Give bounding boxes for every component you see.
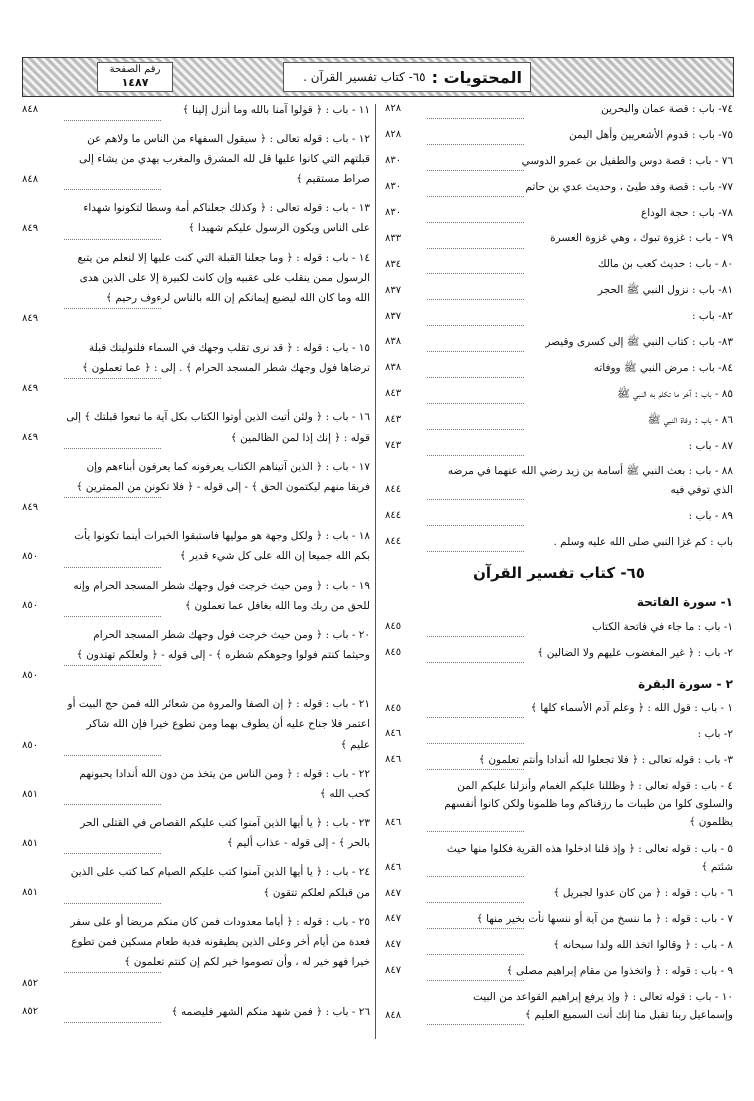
toc-entry[interactable] [22,129,370,199]
dot-leader [427,196,524,197]
toc-entry-title: ٧ - باب : قوله : ﴿ ما ننسخ من آية أو ننسها نأت بخير منها ﴾ [476,913,733,926]
toc-entry-title: ١- باب : ما جاء في فاتحة الكتاب [591,620,733,633]
toc-entry-title: باب : كم غزا النبي صلى الله عليه وسلم . [553,535,733,548]
toc-entry[interactable] [22,338,370,408]
surah-heading: ٢ - سورة البقرة [638,676,733,691]
toc-entry-title: ٨٢- باب : [691,310,733,323]
toc-entry[interactable] [385,411,733,437]
toc-entry-title: ٧٦ - باب : قصة دوس والطفيل بن عمرو الدوسي [521,154,733,167]
dot-leader [427,403,524,404]
toc-entry-title: ٨٧ - باب : [688,439,733,452]
dot-leader [427,273,524,274]
toc-entry-title: ٢- باب : ﴿ غير المغضوب عليهم ولا الضالين ﴾ [537,646,733,659]
toc-entry[interactable] [385,385,733,411]
toc-entry-title: ٨٤- باب : مرض النبي ﷺ ووفاته [593,361,733,374]
toc-entry[interactable] [22,862,370,911]
book-heading: ٦٥- كتاب تفسير القرآن [473,563,645,582]
dot-leader [427,455,524,456]
dot-leader [427,954,524,955]
dot-leader [427,831,524,832]
toc-entry-page: ٨٥٠ [22,670,39,682]
toc-entry-title: ٣- باب : قوله تعالى : ﴿ فلا تجعلوا لله أندادا وأنتم تعلمون ﴾ [478,753,733,766]
toc-entry-title: ١٣ - باب : قوله تعالى : ﴿ وكذلك جعلناكم أمة وسطا لتكونوا شهداء على الناس ويكون الرسول عليكم شهيدا ﴾ [83,202,370,235]
toc-entry[interactable] [385,204,733,230]
dot-leader [64,903,161,904]
toc-entry-title: ٢٤ - باب : ﴿ يا أيها الذين آمنوا كتب عليكم الصيام كما كتب على الذين من قبلكم لعلكم تتقون ﴾ [70,866,370,899]
toc-entry-title: ٨٦ - باب : وفاة النبي ﷺ [647,413,733,426]
dot-leader [427,118,524,119]
dot-leader [64,308,161,309]
toc-entry-page: ٨٥١ [22,788,39,800]
toc-entry[interactable] [385,437,733,463]
toc-entry-title: ١٧ - باب : ﴿ الذين آتيناهم الكتاب يعرفونه كما يعرفون أبناءهم وإن فريقا منهم ليكتمون الحق ﴾ - إلى قوله - ﴿ فلا تكونن من الممترين ﴾ [76,460,370,493]
dot-leader [427,499,524,500]
toc-entry[interactable] [385,533,733,559]
toc-entry-title: ٤ - باب : قوله تعالى : ﴿ وظللنا عليكم الغمام وأنزلنا عليكم المن والسلوى كلوا من طيبات ما رزقناكم وما ظلمونا ولكن كانوا أنفسهم يظلمون ﴾ [444,779,733,829]
toc-entry-page: ٨٤٣ [385,388,402,400]
page-header [22,57,734,97]
toc-entry-page: ٨٣٠ [385,155,402,167]
toc-entry-page: ٨٤٨ [385,1009,402,1021]
toc-entry[interactable] [385,507,733,533]
toc-entry[interactable] [385,359,733,385]
toc-entry[interactable] [385,618,733,644]
toc-entry-page: ٨٤٦ [385,861,402,873]
toc-entry-page: ٨٣٠ [385,206,402,218]
toc-entry[interactable] [385,725,733,751]
dot-leader [427,743,524,744]
dot-leader [427,980,524,981]
toc-entry-page: ٨٣٤ [385,258,402,270]
toc-entry-page: ٨٣٠ [385,181,402,193]
toc-entry-page: ٨٤٤ [385,484,402,496]
toc-entry-title: ٧٤- باب : قصة عمان والبحرين [601,103,733,115]
left-column [22,100,370,1031]
toc-entry-page: ٨٢٨ [385,129,402,141]
toc-entry-page: ٨٤٧ [385,913,402,925]
toc-entry-page: ٨٤٦ [385,728,402,740]
toc-entry[interactable] [22,407,370,456]
toc-entry-title: ٢٦ - باب : ﴿ فمن شهد منكم الشهر فليصمه ﴾ [171,1005,370,1018]
dot-leader [427,928,524,929]
toc-entry[interactable] [385,988,733,1032]
toc-entry[interactable] [385,884,733,910]
toc-entry-title: ٨ - باب : ﴿ وقالوا اتخذ الله ولدا سبحانه ﴾ [553,938,733,951]
dot-leader [64,755,161,756]
toc-entry[interactable] [22,625,370,695]
toc-entry-page: ٨٤٧ [385,887,402,899]
toc-entry-title: ٨٣- باب : كتاب النبي ﷺ إلى كسرى وقيصر [545,336,733,349]
dot-leader [64,189,161,190]
toc-entry-title: ١٤ - باب : قوله : ﴿ وما جعلنا القبلة التي كنت عليها إلا لنعلم من يتبع الرسول ممن ينقلب على عقبيه وإن كانت لكبيرة إلا على الذين هدى الله وما كان الله ليضيع إيمانكم إن الله بالناس لرءوف رحيم ﴾ [77,251,370,304]
dot-leader [64,448,161,449]
toc-entry-page: ٨٢٨ [385,103,402,115]
toc-entry-page: ٨٣٧ [385,310,402,322]
header-title: المحتويات : [431,67,522,87]
toc-entry[interactable] [22,198,370,247]
toc-entry-title: ٢- باب : [697,728,733,741]
toc-entry-title: ٢٥ - باب : قوله : ﴿ أياما معدودات فمن كان منكم مريضا أو على سفر فعدة من أيام أخر وعلى الذين يطيقونه فدية طعام مسكين فمن تطوع خيرا فهو خير له ، وأن تصوموا خير لكم إن كنتم تعلمون ﴾ [70,915,370,968]
header-title-box [283,62,531,92]
toc-entry-page: ٨٤٥ [385,702,402,714]
toc-entry[interactable] [22,526,370,575]
toc-entry-page: ٨٤٥ [385,621,402,633]
toc-entry[interactable] [22,576,370,625]
toc-entry[interactable] [385,333,733,359]
toc-entry-title: ٨٩ - باب : [688,509,733,522]
toc-entry-page: ٨٥٠ [22,551,39,563]
dot-leader [64,972,161,973]
toc-entry-page: ٨٤٩ [22,432,39,444]
dot-leader [64,1022,161,1023]
dot-leader [427,551,524,552]
toc-entry-title: ١٨ - باب : ﴿ ولكل وجهة هو موليها فاستبقوا الخيرات أينما تكونوا يأت بكم الله جميعا إن الله على كل شيء قدير ﴾ [74,530,370,563]
toc-entry-page: ٨٤٤ [385,536,402,548]
toc-entry-page: ٨٥٢ [22,977,39,989]
toc-entry[interactable] [385,751,733,777]
toc-entry-page: ٨٣٨ [385,362,402,374]
toc-entry[interactable] [385,777,733,840]
dot-leader [64,853,161,854]
toc-entry[interactable] [385,462,733,506]
toc-entry-title: ١٢ - باب : قوله تعالى : ﴿ سيقول السفهاء من الناس ما ولاهم عن قبلتهم التي كانوا عليها قل لله المشرق والمغرب يهدي من يشاء إلى صراط مستقيم ﴾ [79,132,370,185]
toc-entry-page: ٨٤٩ [22,383,39,395]
toc-entry-title: ٩ - باب : قوله : ﴿ واتخذوا من مقام إبراهيم مصلى ﴾ [506,964,733,977]
toc-entry[interactable] [385,840,733,884]
toc-entry-title: ٨١- باب : نزول النبي ﷺ الحجر [597,284,733,297]
toc-entry-page: ٨٤٣ [385,414,402,426]
toc-entry-page: ٧٤٣ [385,439,402,451]
toc-entry-page: ٨٤٩ [22,223,39,235]
toc-entry[interactable] [385,126,733,152]
toc-entry[interactable] [22,457,370,527]
toc-entry-page: ٨٥١ [22,838,39,850]
toc-entry-title: ٦ - باب : قوله : ﴿ من كان عدوا لجبريل ﴾ [553,887,733,900]
toc-entry[interactable] [22,813,370,862]
toc-entry[interactable] [385,962,733,988]
toc-entry-page: ٨٤٤ [385,510,402,522]
column-divider [375,104,376,1039]
toc-entry-page: ٨٤٨ [22,174,39,186]
toc-entry-title: ٧٨- باب : حجة الوداع [640,206,733,219]
dot-leader [64,616,161,617]
toc-entry-title: ١٩ - باب : ﴿ ومن حيث خرجت فول وجهك شطر المسجد الحرام وإنه للحق من ربك وما الله بغافل عما تعملون ﴾ [73,579,370,612]
toc-entry-page: ٨٣٧ [385,284,402,296]
dot-leader [64,665,161,666]
toc-entry-page: ٨٥٢ [22,1006,39,1018]
surah-heading: ١- سورة الفاتحة [636,595,733,610]
page-number-box [97,62,173,92]
toc-entry[interactable] [385,255,733,281]
toc-entry-title: ٢٠ - باب : ﴿ ومن حيث خرجت فول وجهك شطر المسجد الحرام وحيثما كنتم فولوا وجوهكم شطره ﴾ - إلى قوله - ﴿ ولعلكم تهتدون ﴾ [76,628,370,661]
toc-entry[interactable] [385,178,733,204]
toc-entry-title: ١٦ - باب : ﴿ ولئن أتيت الذين أوتوا الكتاب بكل آية ما تبعوا قبلتك ﴾ إلى قوله : ﴿ إنك إذا لمن الظالمين ﴾ [66,411,370,444]
toc-entry[interactable] [385,281,733,307]
toc-entry-page: ٨٤٦ [385,754,402,766]
page-number: ١٤٨٧ [121,76,149,89]
dot-leader [64,120,161,121]
dot-leader [64,497,161,498]
dot-leader [427,351,524,352]
toc-entry-page: ٨٤٧ [385,965,402,977]
toc-entry-title: ٢٢ - باب : قوله : ﴿ ومن الناس من يتخذ من دون الله أندادا يحبونهم كحب الله ﴾ [79,768,370,801]
toc-entry[interactable] [22,1002,370,1031]
toc-entry-page: ٨٤٥ [385,647,402,659]
toc-entry-page: ٨٣٣ [385,232,402,244]
toc-entry[interactable] [385,699,733,725]
toc-entry-title: ٨٥ - باب : آخر ما تكلم به النبي ﷺ [617,387,733,400]
toc-entry[interactable] [385,100,733,126]
dot-leader [427,170,524,171]
toc-entry-page: ٨٤٩ [22,313,39,325]
toc-entry[interactable] [385,307,733,333]
toc-entry-title: ١٠ - باب : قوله تعالى : ﴿ وإذ يرفع إبراهيم القواعد من البيت وإسماعيل ربنا تقبل منا إنك أنت السميع العليم ﴾ [472,990,733,1021]
dot-leader [427,876,524,877]
toc-entry-title: ١ - باب : قول الله : ﴿ وعلم آدم الأسماء كلها ﴾ [530,702,733,715]
toc-entry-page: ٨٤٦ [385,817,402,829]
toc-entry[interactable] [22,694,370,764]
toc-entry[interactable] [22,248,370,338]
toc-entry-page: ٨٤٩ [22,502,39,514]
dot-leader [427,144,524,145]
dot-leader [64,239,161,240]
dot-leader [427,248,524,249]
toc-entry[interactable] [385,644,733,670]
dot-leader [427,662,524,663]
dot-leader [427,636,524,637]
toc-entry-title: ١٥ - باب : قوله : ﴿ قد نرى تقلب وجهك في السماء فلنولينك قبلة ترضاها فول وجهك شطر المسجد الحرام ﴾ . إلى : ﴿ عما تعملون ﴾ [82,341,370,374]
dot-leader [427,299,524,300]
toc-entry-page: ٨٤٧ [385,939,402,951]
dot-leader [427,1024,524,1025]
toc-entry-title: ٧٩ - باب : غزوة تبوك ، وهي غزوة العسرة [550,232,733,245]
dot-leader [427,429,524,430]
header-subtitle: ٦٥- كتاب تفسير القرآن . [303,70,426,84]
toc-entry-title: ٨٠ - باب : حديث كعب بن مالك [597,258,733,271]
toc-entry[interactable] [22,912,370,1002]
toc-entry-title: ٥ - باب : قوله تعالى : ﴿ وإذ قلنا ادخلوا هذه القرية فكلوا منها حيث شئتم ﴾ [446,842,733,873]
dot-leader [64,804,161,805]
dot-leader [427,222,524,223]
toc-entry-title: ٧٧- باب : قصة وفد طيئ ، وحديث عدي بن حاتم [525,180,733,193]
dot-leader [427,525,524,526]
dot-leader [427,769,524,770]
toc-entry-page: ٨٣٨ [385,336,402,348]
right-column [385,100,733,1032]
toc-entry[interactable] [22,100,370,129]
toc-entry-page: ٨٥١ [22,887,39,899]
toc-entry-page: ٨٥٠ [22,739,39,751]
dot-leader [64,378,161,379]
dot-leader [427,325,524,326]
toc-entry[interactable] [385,910,733,936]
toc-entry[interactable] [385,152,733,178]
dot-leader [427,902,524,903]
toc-entry[interactable] [22,764,370,813]
toc-entry-page: ٨٥٠ [22,600,39,612]
toc-entry[interactable] [385,936,733,962]
toc-entry-page: ٨٤٨ [22,104,39,116]
dot-leader [427,717,524,718]
toc-entry[interactable] [385,229,733,255]
toc-entry-title: ١١ - باب : ﴿ قولوا آمنا بالله وما أنزل إلينا ﴾ [182,104,370,116]
dot-leader [64,567,161,568]
page-number-label: رقم الصفحة [109,64,161,75]
toc-entry-title: ٧٥- باب : قدوم الأشعريين وأهل اليمن [569,128,733,141]
toc-entry-title: ٢٣ - باب : ﴿ يا أيها الذين آمنوا كتب عليكم القصاص في القتلى الحر بالحر ﴾ - إلى قوله - عذاب أليم ﴾ [80,817,370,850]
toc-entry-title: ٢١ - باب : قوله : ﴿ إن الصفا والمروة من شعائر الله فمن حج البيت أو اعتمر فلا جناح عليه أن يطوف بهما ومن تطوع خيرا فإن الله شاكر عليم ﴾ [67,698,370,751]
toc-entry-title: ٨٨ - باب : بعث النبي ﷺ أسامة بن زيد رضي الله عنهما في مرضه الذي توفي فيه [447,465,733,496]
dot-leader [427,377,524,378]
